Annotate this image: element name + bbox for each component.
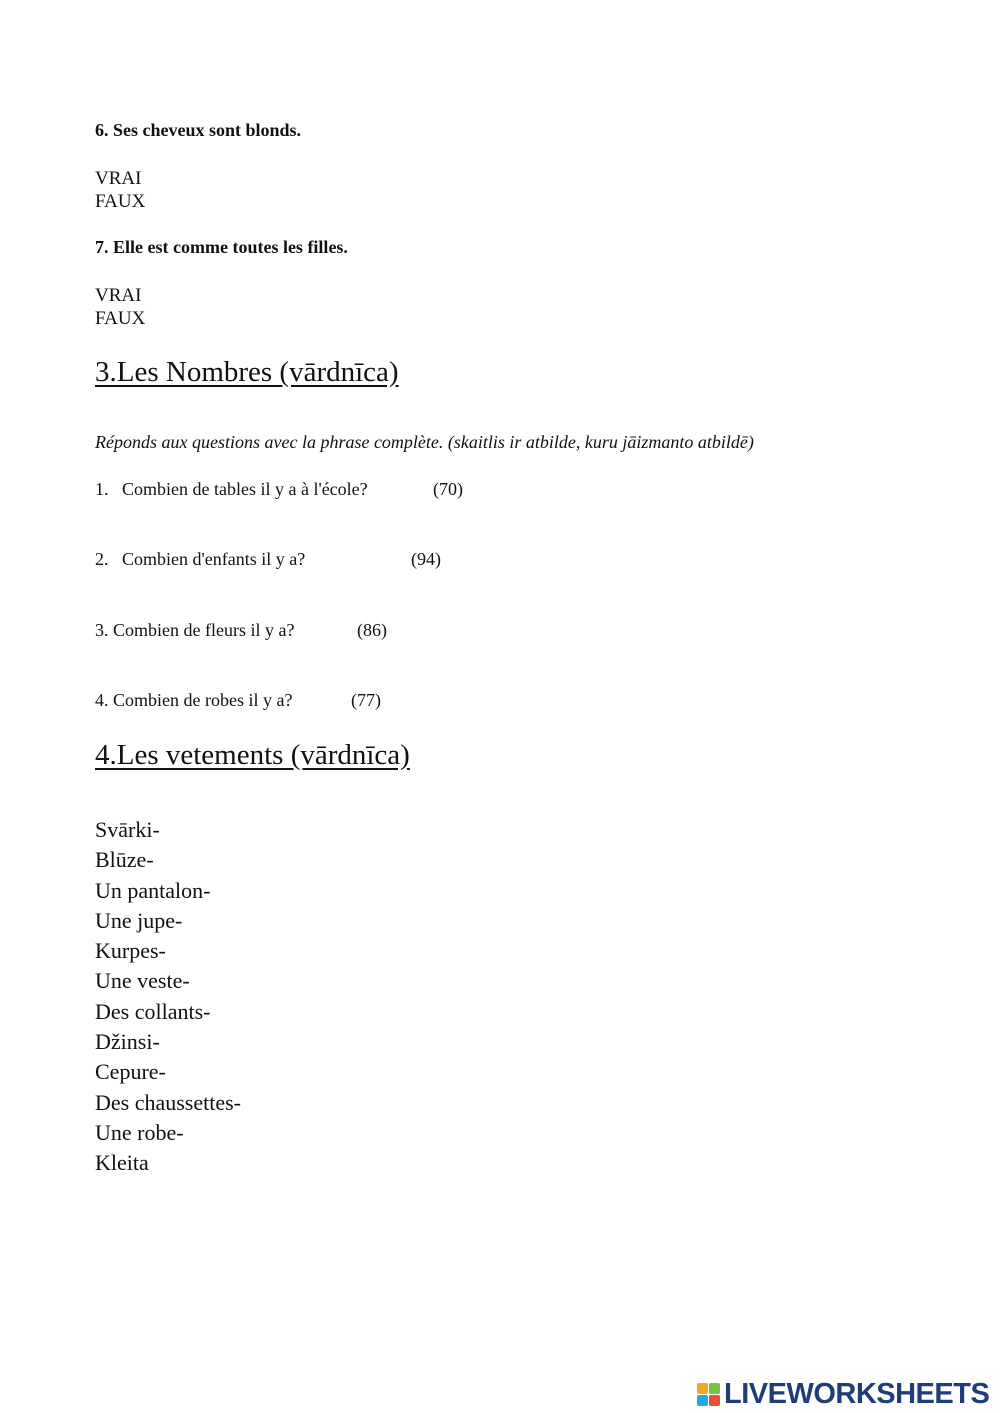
number-question-1 — [95, 479, 463, 500]
question-6-option-faux[interactable]: FAUX — [95, 191, 146, 212]
vocab-item: Kurpes- — [95, 938, 166, 964]
logo-square — [709, 1383, 720, 1394]
logo-text: LIVEWORKSHEETS — [724, 1377, 990, 1410]
number-question-2-value: (94) — [411, 549, 441, 569]
section-4-title: 4.Les vetements (vārdnīca) — [95, 739, 410, 771]
number-question-2-text: 2. Combien d'enfants il y a? — [95, 549, 306, 569]
question-6-option-vrai[interactable]: VRAI — [95, 168, 142, 189]
number-question-4 — [95, 690, 381, 711]
number-question-2 — [95, 549, 441, 570]
number-question-1-text: 1. Combien de tables il y a à l'école? — [95, 479, 368, 499]
vocab-item: Blūze- — [95, 847, 154, 873]
vocab-item: Cepure- — [95, 1059, 166, 1085]
logo-square — [697, 1383, 708, 1394]
vocab-item: Džinsi- — [95, 1029, 160, 1055]
logo-square — [697, 1395, 708, 1406]
number-question-1-value: (70) — [433, 479, 463, 499]
number-question-3-value: (86) — [357, 620, 387, 640]
number-question-3-text: 3. Combien de fleurs il y a? — [95, 620, 295, 640]
vocab-item: Un pantalon- — [95, 877, 211, 903]
liveworksheets-logo[interactable] — [697, 1377, 989, 1411]
question-7-title: 7. Elle est comme toutes les filles. — [95, 237, 348, 257]
vocab-item: Une jupe- — [95, 907, 183, 933]
logo-square — [709, 1395, 720, 1406]
section-3-instruction: Réponds aux questions avec la phrase complète. (skaitlis ir atbilde, kuru jāizmanto atbildē) — [95, 432, 754, 452]
vocabulary-list — [95, 815, 241, 1179]
vocab-item: Svārki- — [95, 817, 160, 842]
section-3-title: 3.Les Nombres (vārdnīca) — [95, 356, 399, 388]
number-question-4-value: (77) — [351, 690, 381, 710]
vocab-item: Des collants- — [95, 998, 211, 1024]
number-question-3 — [95, 620, 387, 641]
number-question-4-text: 4. Combien de robes il y a? — [95, 690, 293, 710]
vocab-item: Kleita — [95, 1150, 149, 1176]
question-7-option-faux[interactable]: FAUX — [95, 308, 146, 329]
vocab-item: Des chaussettes- — [95, 1089, 242, 1115]
vocab-item: Une robe- — [95, 1119, 184, 1145]
question-7-option-vrai[interactable]: VRAI — [95, 285, 142, 306]
question-6-title: 6. Ses cheveux sont blonds. — [95, 120, 302, 140]
vocab-item: Une veste- — [95, 968, 190, 994]
liveworksheets-logo-icon — [697, 1383, 720, 1406]
